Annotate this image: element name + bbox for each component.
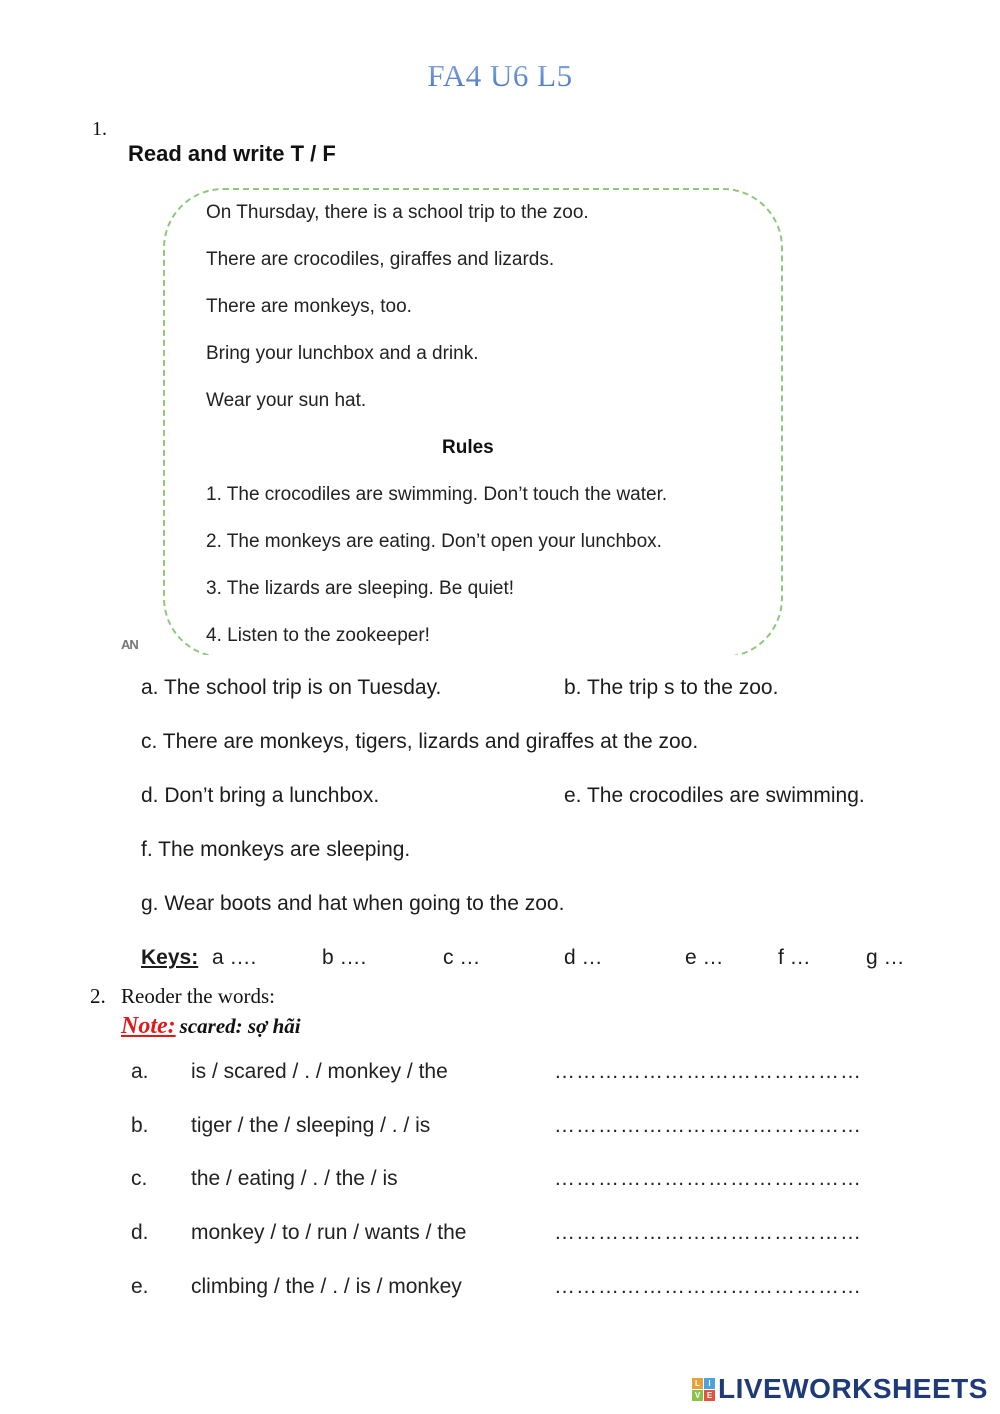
cropped-text-fragment: AN (121, 637, 138, 652)
reorder-letter: d. (131, 1221, 149, 1244)
statement-b: b. The trip s to the zoo. (564, 676, 779, 699)
reorder-letter: a. (131, 1060, 149, 1083)
rule-line: 4. Listen to the zookeeper! (206, 625, 430, 646)
question-1-number: 1. (92, 118, 107, 140)
reorder-letter: e. (131, 1275, 149, 1298)
rule-line: 3. The lizards are sleeping. Be quiet! (206, 578, 515, 599)
rules-title: Rules (442, 437, 494, 458)
story-line: Bring your lunchbox and a drink. (206, 343, 479, 364)
note-text: scared: sợ hãi (179, 1014, 301, 1038)
rule-line: 1. The crocodiles are swimming. Don’t touch the water. (206, 484, 668, 505)
rule-line: 2. The monkeys are eating. Don’t open your lunchbox. (206, 531, 662, 552)
reorder-words: monkey / to / run / wants / the (191, 1221, 467, 1244)
statement-e: e. The crocodiles are swimming. (564, 784, 865, 807)
story-line: Wear your sun hat. (206, 390, 367, 411)
statement-d: d. Don’t bring a lunchbox. (141, 784, 380, 807)
story-line: On Thursday, there is a school trip to the zoo. (206, 202, 589, 223)
note-line (121, 1013, 301, 1040)
question-2-instruction: Reoder the words: (121, 984, 275, 1008)
liveworksheets-wordmark: LIVEWORKSHEETS (718, 1373, 988, 1404)
reorder-words: tiger / the / sleeping / . / is (191, 1114, 431, 1137)
reorder-answer-blank[interactable]: …………………………………… (554, 1060, 862, 1083)
reorder-letter: c. (131, 1167, 148, 1190)
key-answer-b[interactable]: b …. (322, 946, 367, 969)
reorder-answer-blank[interactable]: …………………………………… (554, 1167, 862, 1190)
box-crop-edge (150, 655, 800, 675)
story-line: There are crocodiles, giraffes and lizards. (206, 249, 555, 270)
reorder-words: the / eating / . / the / is (191, 1167, 398, 1190)
question-1-heading: Read and write T / F (128, 141, 336, 166)
statement-g: g. Wear boots and hat when going to the zoo. (141, 892, 565, 915)
keys-label: Keys: (141, 946, 199, 969)
page-title: FA4 U6 L5 (0, 58, 1000, 94)
key-answer-d[interactable]: d … (564, 946, 603, 969)
reorder-letter: b. (131, 1114, 149, 1137)
reorder-words: is / scared / . / monkey / the (191, 1060, 448, 1083)
reorder-answer-blank[interactable]: …………………………………… (554, 1275, 862, 1298)
reorder-answer-blank[interactable]: …………………………………… (554, 1114, 862, 1137)
liveworksheets-logo-icon: L I V E (692, 1378, 715, 1401)
key-answer-g[interactable]: g … (866, 946, 905, 969)
statement-f: f. The monkeys are sleeping. (141, 838, 411, 861)
reorder-words: climbing / the / . / is / monkey (191, 1275, 462, 1298)
statement-a: a. The school trip is on Tuesday. (141, 676, 442, 699)
key-answer-e[interactable]: e … (685, 946, 724, 969)
key-answer-a[interactable]: a …. (212, 946, 257, 969)
reorder-answer-blank[interactable]: …………………………………… (554, 1221, 862, 1244)
liveworksheets-watermark (692, 1373, 988, 1405)
statement-c: c. There are monkeys, tigers, lizards and giraffes at the zoo. (141, 730, 699, 753)
key-answer-f[interactable]: f … (778, 946, 811, 969)
question-2-number: 2. (90, 984, 106, 1008)
note-label: Note: (121, 1013, 176, 1039)
story-line: There are monkeys, too. (206, 296, 412, 317)
key-answer-c[interactable]: c … (443, 946, 481, 969)
